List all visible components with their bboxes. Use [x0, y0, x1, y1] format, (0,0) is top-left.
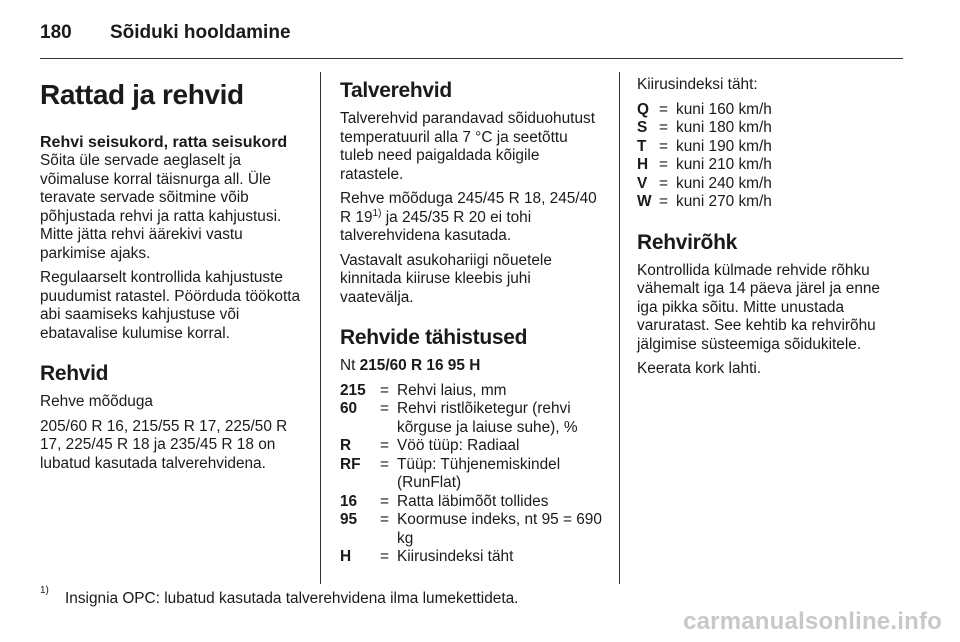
tires-text-1: Rehve mõõduga [40, 393, 153, 410]
column-left [40, 72, 302, 479]
tire-code-value: Kiirusindeksi täht [397, 548, 514, 565]
speed-index-key: Q [637, 100, 649, 118]
speed-index-equals: = [659, 156, 668, 173]
tire-code-value: Tüüp: Tühjenemiskindel (RunFlat) [397, 455, 561, 491]
page-title: Sõiduki hooldamine [110, 22, 291, 43]
tire-pressure-text-2: Keerata kork lahti. [637, 360, 762, 377]
speed-index-key: W [637, 193, 652, 210]
winter-tires-text-3: Vastavalt asukohariigi nõuetele kinnitada kiiruse kleebis juhi vaatevälja. [340, 251, 552, 306]
tire-condition-text-1: Sõita üle servade aeglaselt ja võimaluse korral täisnurga all. Üle teravate servade sõitmine võib põhjustada rehvi ja ratta kahjustusi. Mitte jätta rehvi äärekivi vastu parkimise ajaks. [40, 152, 282, 262]
tire-pressure-title: Rehvirõhk [637, 230, 737, 254]
tire-pressure-text-1: Kontrollida külmade rehvide rõhku vähemalt iga 14 päeva järel ja enne iga pikka sõitu. Mitte unustada varuratast. See kehtib ka rehvirõhu jälgimise süsteemiga sõidukitele. [637, 261, 880, 353]
speed-index-equals: = [659, 174, 668, 192]
tire-code-key: H [340, 548, 352, 565]
column-middle [340, 72, 602, 567]
tire-code-key: R [340, 437, 352, 454]
speed-index-equals: = [659, 193, 668, 210]
speed-index-equals: = [659, 137, 668, 155]
speed-index-key: V [637, 174, 648, 192]
tire-code-equals: = [380, 437, 389, 454]
tire-code-equals: = [380, 511, 389, 528]
tire-code-equals: = [380, 400, 389, 417]
tire-code-key: 95 [340, 511, 358, 528]
speed-index-list [637, 101, 899, 212]
tire-condition-title: Rehvi seisukord, ratta seisukord [40, 134, 288, 151]
speed-index-title: Kiirusindeksi täht: [637, 76, 758, 93]
tire-code-key: 16 [340, 492, 358, 510]
winter-tires-text-2: Rehve mõõduga 245/45 R 18, 245/40 R 19$^{1)}$ ja 245/35 R 20 ei tohi talverehvidena kasutada. [340, 190, 597, 244]
footnote [40, 585, 519, 608]
tire-code-key: RF [340, 455, 361, 473]
footnote-mark: 1) [40, 585, 49, 596]
speed-index-equals: = [659, 100, 668, 118]
speed-index-equals: = [659, 119, 668, 136]
tires-text-2: 205/60 R 16, 215/55 R 17, 225/50 R 17, 225/45 R 18 ja 235/45 R 18 on lubatud kasutada talverehvidena. [40, 417, 288, 472]
page-header [40, 18, 291, 48]
speed-index-key: T [637, 137, 647, 155]
tire-code-value: Ratta läbimõõt tollides [397, 492, 549, 510]
winter-tires-text-1: Talverehvid parandavad sõiduohutust temperatuuril alla 7 °C ja seetõttu tuleb need paigaldada kõigile ratastele. [340, 110, 595, 183]
speed-index-value: kuni 190 km/h [676, 137, 772, 155]
watermark: carmanualsonline.info [683, 608, 942, 635]
tire-code-list [340, 382, 602, 567]
speed-index-key: H [637, 156, 649, 173]
tire-code-value: Rehvi ristlõiketegur (rehvi kõrguse ja laiuse suhe), % [397, 400, 578, 436]
tire-code-value: Rehvi laius, mm [397, 381, 507, 399]
tire-markings-example: Nt 215/60 R 16 95 H [340, 357, 481, 374]
chapter-heading: Rattad ja rehvid [40, 79, 244, 110]
header-divider [40, 58, 903, 59]
speed-index-key: S [637, 119, 648, 136]
footnote-ref: 1) [372, 207, 382, 219]
tire-condition-text-2: Regulaarselt kontrollida kahjustuste puudumist ratastel. Pöörduda töökotta abi saamiseks kahjustuse või ebatavalise kulumise korral. [40, 269, 301, 342]
speed-index-value: kuni 160 km/h [676, 100, 772, 118]
tire-markings-title: Rehvide tähistused [340, 326, 528, 349]
tires-title: Rehvid [40, 362, 109, 385]
footnote-text: Insignia OPC: lubatud kasutada talverehvidena ilma lumekettideta. [65, 590, 519, 607]
speed-index-value: kuni 270 km/h [676, 193, 772, 210]
tire-code-value: Koormuse indeks, nt 95 = 690 kg [397, 511, 602, 547]
column-divider-2 [619, 72, 620, 584]
tire-code-key: 215 [340, 381, 366, 399]
column-right [637, 72, 899, 385]
winter-tires-title: Talverehvid [340, 79, 452, 102]
speed-index-value: kuni 240 km/h [676, 174, 772, 192]
tire-code-equals: = [380, 455, 389, 473]
tire-code-equals: = [380, 492, 389, 510]
column-divider-1 [320, 72, 321, 584]
speed-index-value: kuni 210 km/h [676, 156, 772, 173]
speed-index-value: kuni 180 km/h [676, 119, 772, 136]
tire-code-value: Vöö tüüp: Radiaal [397, 437, 520, 454]
tire-code-equals: = [380, 381, 389, 399]
tire-code-key: 60 [340, 400, 358, 417]
tire-code-equals: = [380, 548, 389, 565]
page-number: 180 [40, 22, 72, 43]
